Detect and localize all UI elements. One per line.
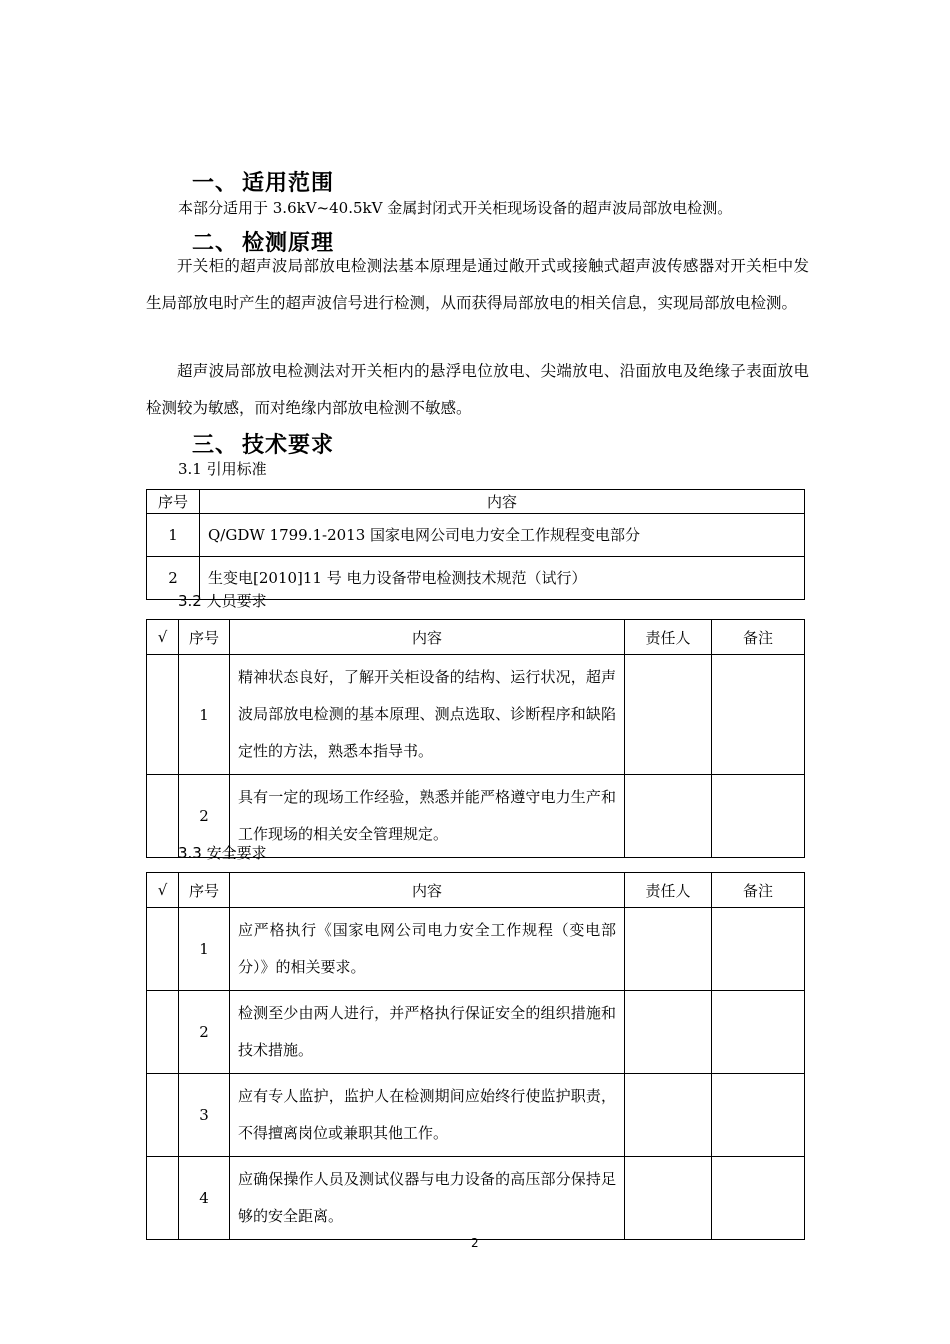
header-content: 内容 xyxy=(230,873,625,908)
header-check: √ xyxy=(147,620,179,655)
row-no: 1 xyxy=(179,655,230,775)
table-row xyxy=(147,991,805,1074)
note-cell[interactable] xyxy=(712,908,805,991)
section-heading-scope xyxy=(192,166,334,197)
check-cell[interactable] xyxy=(147,1074,179,1157)
header-check: √ xyxy=(147,873,179,908)
row-content: 生变电[2010]11 号 电力设备带电检测技术规范（试行） xyxy=(200,557,805,600)
table-row xyxy=(147,655,805,775)
note-cell[interactable] xyxy=(712,1074,805,1157)
check-cell[interactable] xyxy=(147,908,179,991)
note-cell[interactable] xyxy=(712,655,805,775)
table-header-row xyxy=(147,620,805,655)
owner-cell[interactable] xyxy=(625,1157,712,1240)
section-title: 适用范围 xyxy=(242,171,335,196)
section-title: 技术要求 xyxy=(242,433,335,458)
header-no: 序号 xyxy=(179,620,230,655)
owner-cell[interactable] xyxy=(625,908,712,991)
owner-cell[interactable] xyxy=(625,991,712,1074)
header-owner: 责任人 xyxy=(625,873,712,908)
check-cell[interactable] xyxy=(147,655,179,775)
header-note: 备注 xyxy=(712,873,805,908)
header-content: 内容 xyxy=(230,620,625,655)
row-no: 1 xyxy=(179,908,230,991)
row-no: 2 xyxy=(179,991,230,1074)
section-heading-requirements xyxy=(192,428,334,459)
table-row xyxy=(147,1157,805,1240)
ref-standards-table xyxy=(146,489,805,600)
principle-paragraph-1: 开关柜的超声波局部放电检测法基本原理是通过敞开式或接触式超声波传感器对开关柜中发生局部放电时产生的超声波信号进行检测，从而获得局部放电的相关信息，实现局部放电检测。 xyxy=(146,257,809,312)
row-content: 应严格执行《国家电网公司电力安全工作规程（变电部分）》的相关要求。 xyxy=(230,908,625,991)
header-note: 备注 xyxy=(712,620,805,655)
row-no: 2 xyxy=(179,775,230,858)
table-row xyxy=(147,1074,805,1157)
row-no: 3 xyxy=(179,1074,230,1157)
row-no: 2 xyxy=(147,557,200,600)
personnel-table xyxy=(146,619,805,858)
subsection-ref-standards: 3.1 引用标准 xyxy=(178,460,267,478)
section-number: 三、 xyxy=(192,433,239,458)
owner-cell[interactable] xyxy=(625,775,712,858)
row-content: 应有专人监护，监护人在检测期间应始终行使监护职责，不得擅离岗位或兼职其他工作。 xyxy=(230,1074,625,1157)
table-row xyxy=(147,908,805,991)
header-content: 内容 xyxy=(200,490,805,514)
safety-table xyxy=(146,872,805,1240)
row-content: 检测至少由两人进行，并严格执行保证安全的组织措施和技术措施。 xyxy=(230,991,625,1074)
note-cell[interactable] xyxy=(712,991,805,1074)
section-number: 二、 xyxy=(192,231,239,256)
row-content: 应确保操作人员及测试仪器与电力设备的高压部分保持足够的安全距离。 xyxy=(230,1157,625,1240)
subsection-safety: 3.3 安全要求 xyxy=(178,844,267,862)
section-number: 一、 xyxy=(192,171,239,196)
note-cell[interactable] xyxy=(712,1157,805,1240)
check-cell[interactable] xyxy=(147,991,179,1074)
header-no: 序号 xyxy=(147,490,200,514)
table-header-row xyxy=(147,873,805,908)
header-no: 序号 xyxy=(179,873,230,908)
row-no: 1 xyxy=(147,514,200,557)
owner-cell[interactable] xyxy=(625,1074,712,1157)
page-number: 2 xyxy=(471,1236,479,1250)
header-owner: 责任人 xyxy=(625,620,712,655)
note-cell[interactable] xyxy=(712,775,805,858)
row-content: Q/GDW 1799.1-2013 国家电网公司电力安全工作规程变电部分 xyxy=(200,514,805,557)
owner-cell[interactable] xyxy=(625,655,712,775)
check-cell[interactable] xyxy=(147,1157,179,1240)
check-cell[interactable] xyxy=(147,775,179,858)
row-content: 具有一定的现场工作经验，熟悉并能严格遵守电力生产和工作现场的相关安全管理规定。 xyxy=(230,775,625,858)
section-title: 检测原理 xyxy=(242,231,335,256)
table-header-row xyxy=(147,490,805,514)
table-row xyxy=(147,514,805,557)
principle-paragraph-2: 超声波局部放电检测法对开关柜内的悬浮电位放电、尖端放电、沿面放电及绝缘子表面放电检测较为敏感，而对绝缘内部放电检测不敏感。 xyxy=(146,362,809,417)
row-no: 4 xyxy=(179,1157,230,1240)
subsection-personnel: 3.2 人员要求 xyxy=(178,592,267,610)
row-content: 精神状态良好，了解开关柜设备的结构、运行状况，超声波局部放电检测的基本原理、测点选取、诊断程序和缺陷定性的方法，熟悉本指导书。 xyxy=(230,655,625,775)
scope-text: 本部分适用于 3.6kV~40.5kV 金属封闭式开关柜现场设备的超声波局部放电检测。 xyxy=(178,199,733,217)
